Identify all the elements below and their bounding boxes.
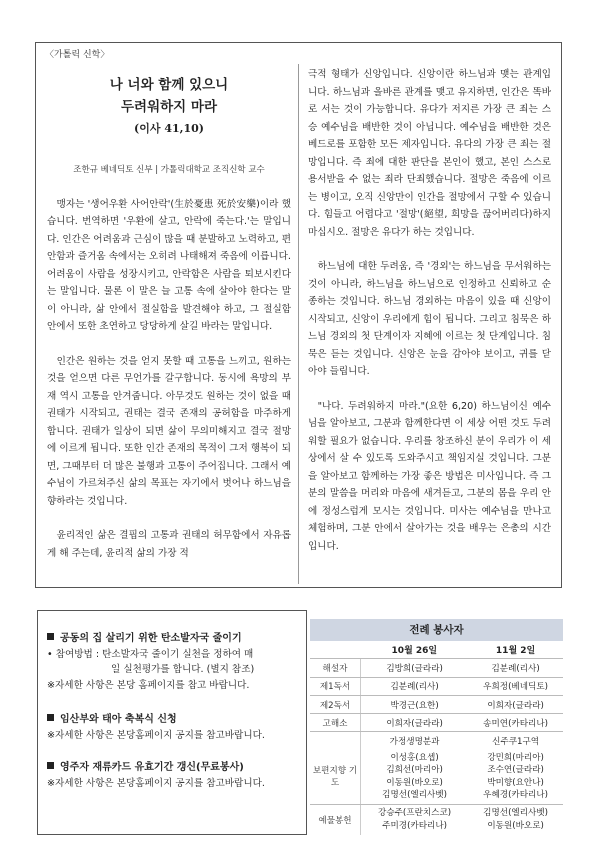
- roster-header-row: [310, 641, 563, 659]
- table-row: 가정생명분과 신주쿠1구역: [310, 732, 563, 750]
- square-bullet-icon: [47, 762, 54, 769]
- article-author: 조한규 베네딕토 신부 | 가톨릭대학교 조직신학 교수: [73, 165, 265, 175]
- roster-table: [310, 641, 563, 835]
- scripture-reference: (이사 41,10): [134, 122, 204, 135]
- square-bullet-icon: [47, 714, 54, 721]
- table-row: 보편지향 기도 이성홍(요셉) 김희선(마리아) 이동원(바오로) 김명선(엘리사벳) 강민희(마리아) 조수연(글라라) 박미향(요안나) 우혜경(카타리나): [310, 750, 563, 805]
- title-line-2: 두려워하지 마라: [121, 99, 217, 115]
- roster-title: 전례 봉사자: [310, 619, 563, 641]
- notice-line: 일 실천평가를 합니다. (별지 참조): [111, 664, 255, 675]
- paragraph: 극적 형태가 신앙입니다. 신앙이란 하느님과 맺는 관계입니다. 하느님과 올바른 관계를 맺고 유지하면, 인간은 똑바로 서는 것이 가능합니다. 유다가 저지른 가장 큰 죄는 스승 예수님을 배반한 것이 아닙니다. 예수님을 배반한 것은 베드로를 포함한 모든 제자입니다. 유다의 가장 큰 죄는 절망입니다. 즉 죄에 대한 판단을 본인이 했고, 본인 스스로 용서받을 수 없는 죄라 단죄했습니다. 절망은 죽음에 이르는 병이고, 오직 신앙만이 인간을 절망에서 구할 수 있습니다. 힘들고 어렵다고 '절망'(絕望, 희망을 끊어버리다)하지 마십시오. 절망은 유다가 하는 것입니다.: [308, 69, 551, 238]
- table-row: 제2독서 박경근(요한) 이희자(글라라): [310, 695, 563, 713]
- table-row: 고해소 이희자(글라라) 송미연(카타리나): [310, 714, 563, 732]
- paragraph: 윤리적인 삶은 결핍의 고통과 권태의 허무함에서 자유롭게 해 주는데, 윤리적 삶의 가장 적: [47, 530, 291, 559]
- article-left-column: [47, 66, 291, 579]
- notice-title: 공동의 집 살리기 위한 탄소발자국 줄이기: [47, 631, 302, 647]
- notice-line: ※자세한 사항은 본당홈페이지 공지를 참고바랍니다.: [47, 777, 265, 789]
- title-line-1: 나 너와 함께 있으니: [109, 77, 229, 93]
- notice-line: • 참여방법 : 탄소발자국 줄이기 실천을 정하여 매: [47, 648, 254, 660]
- article-title: [47, 74, 291, 140]
- paragraph: "나다. 두려워하지 마라."(요한 6,20) 하느님이신 예수님을 알아보고, 그분과 함께한다면 이 세상 어떤 것도 두려워할 필요가 없습니다. 우리를 창조하신 분이 우리가 이 세상에서 살 수 있도록 도와주시고 책임지실 것입니다. 그분을 알아보고 함께하는 가장 좋은 방법은 미사입니다. 즉 그분의 말씀을 머리와 마음에 새겨듣고, 그분의 몸을 우리 안에 정성스럽게 모시는 것입니다. 미사는 예수님을 만나고 체험하며, 그분 안에서 살아가는 것을 배우는 은총의 시간입니다.: [308, 400, 551, 552]
- date-header: 11월 2일: [468, 641, 563, 659]
- square-bullet-icon: [47, 633, 54, 640]
- date-header: 10월 26일: [361, 641, 469, 659]
- notice-title: 영주자 재류카드 유효기간 갱신(무료봉사): [47, 760, 302, 776]
- paragraph: 맹자는 '생어우환 사어안락'(生於憂患 死於安樂)이라 했습니다. 번역하면 '우환에 살고, 안락에 죽는다.'는 말입니다. 인간은 어려움과 근심이 많을 때 분발하고 노력하고, 편안함과 즐거움 속에서는 오히려 나태해져 죽음에 이릅니다. 어려움이 사람을 성장시키고, 안락함은 사람을 퇴보시킨다는 말입니다. 물론 이 말은 늘 고통 속에 살아야 한다는 말이 아니라, 삶 안에서 절실함을 발견해야 하고, 그 절실함 안에서 또한 초연하고 당당하게 살길 바라는 말입니다.: [47, 198, 291, 332]
- notice-carbon-footprint: [47, 631, 302, 693]
- category-label: 〈가톨릭 신학〉: [45, 50, 110, 60]
- table-row: 해설자 김방희(글라라) 김분례(리사): [310, 659, 563, 677]
- notice-line: ※자세한 사항은 본당홈페이지 공지를 참고바랍니다.: [47, 729, 265, 741]
- notice-residence-card: [47, 760, 302, 791]
- notice-pregnancy-blessing: [47, 712, 302, 743]
- table-row: 예물봉헌 강승주(프란치스코) 주미경(카타리나) 김명선(엘리사벳) 이동원(바오로): [310, 804, 563, 835]
- liturgy-roster: [310, 619, 563, 835]
- notice-title: 임산부와 태아 축복식 신청: [47, 712, 302, 728]
- paragraph: 인간은 원하는 것을 얻지 못할 때 고통을 느끼고, 원하는 것을 얻으면 다른 무언가를 갈구합니다. 동시에 욕망의 부재 역시 고통을 안겨줍니다. 아무것도 원하는 것이 없을 때 권태가 시작되고, 권태는 결국 존재의 공허함을 마주하게 합니다. 권태가 일상이 되면 삶이 무의미해지고 결국 절망에 이르게 됩니다. 또한 인간 존재의 목적이 그저 행복이 되면, 그때부터 더 많은 불행과 고통이 주어집니다. 그래서 예수님이 가르쳐주신 삶의 목표는 자기에서 벗어나 하느님을 향하라는 것입니다.: [47, 355, 291, 507]
- table-row: 제1독서 김분례(리사) 우희정(베네딕토): [310, 677, 563, 695]
- notice-line: ※자세한 사항은 본당 홈페이지를 참고 바랍니다.: [47, 679, 250, 691]
- paragraph: 하느님에 대한 두려움, 즉 '경외'는 하느님을 무서워하는 것이 아니라, 하느님을 하느님으로 인정하고 신뢰하고 순종하는 것입니다. 하느님 경외하는 마음이 있을 때 신앙이 시작되고, 신앙이 우리에게 힘이 됩니다. 그리고 침묵은 하느님 경외의 첫 단계이자 지혜에 이르는 첫 단계입니다. 침묵은 듣는 것입니다. 신앙은 눈을 감아야 보이고, 귀를 닫아야 들립니다.: [308, 261, 551, 377]
- article-right-column: [308, 66, 551, 572]
- column-divider: [298, 64, 299, 584]
